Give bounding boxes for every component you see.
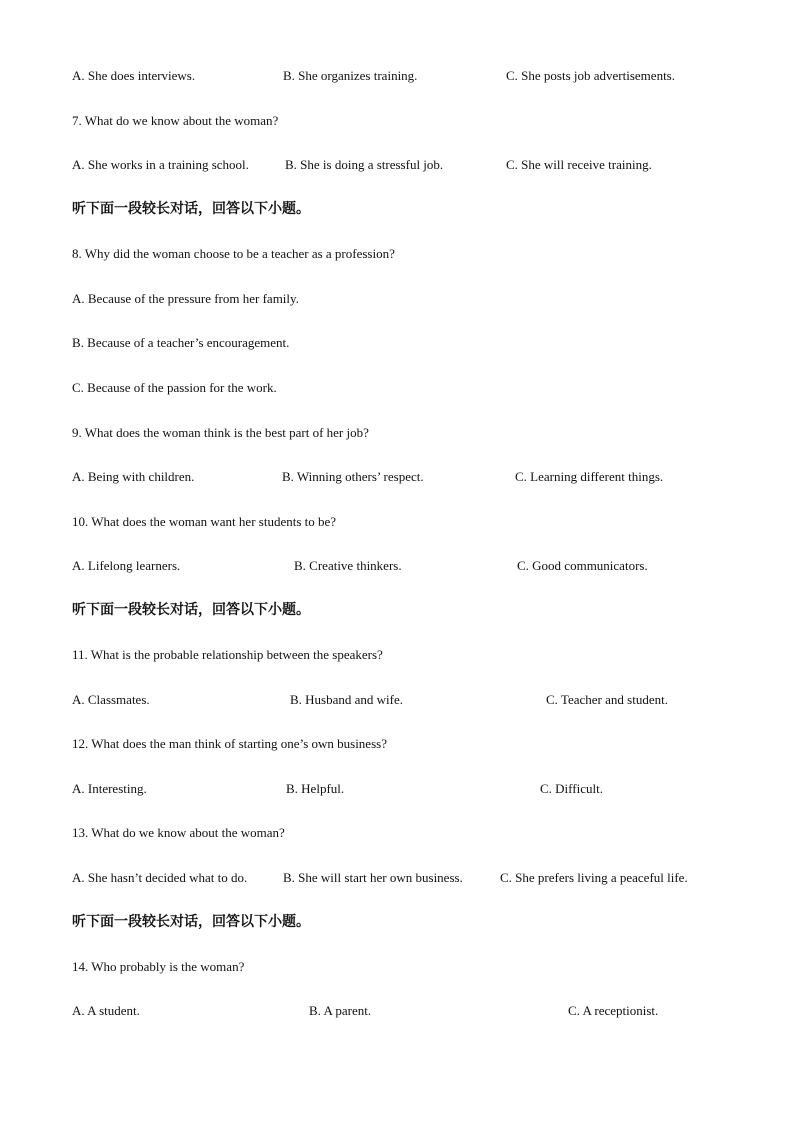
q7-option-a: A. She works in a training school. bbox=[72, 157, 249, 172]
q12-option-a: A. Interesting. bbox=[72, 781, 147, 796]
q13-option-b: B. She will start her own business. bbox=[283, 870, 463, 885]
q12-option-c: C. Difficult. bbox=[540, 781, 603, 796]
q14-option-b: B. A parent. bbox=[309, 1003, 372, 1018]
q11-option-c: C. Teacher and student. bbox=[546, 692, 668, 707]
section-heading: 听下面一段较长对话，回答以下小题。 bbox=[72, 914, 310, 930]
q10-option-b: B. Creative thinkers. bbox=[294, 558, 402, 573]
q9-question: 9. What does the woman think is the best part of her job? bbox=[72, 425, 369, 440]
section-heading: 听下面一段较长对话，回答以下小题。 bbox=[72, 602, 310, 618]
q7-option-b: B. She is doing a stressful job. bbox=[285, 157, 444, 172]
q11-option-a: A. Classmates. bbox=[72, 692, 150, 707]
q6-option-c: C. She posts job advertisements. bbox=[506, 68, 675, 83]
q13-option-c: C. She prefers living a peaceful life. bbox=[500, 870, 688, 885]
q12-option-b: B. Helpful. bbox=[286, 781, 345, 796]
q9-option-c: C. Learning different things. bbox=[515, 469, 664, 484]
q14-option-a: A. A student. bbox=[72, 1003, 140, 1018]
q7-option-c: C. She will receive training. bbox=[506, 157, 652, 172]
q8-option-b: B. Because of a teacher’s encouragement. bbox=[72, 335, 290, 350]
q10-question: 10. What does the woman want her students to be? bbox=[72, 514, 337, 529]
q6-option-a: A. She does interviews. bbox=[72, 68, 196, 83]
q11-option-b: B. Husband and wife. bbox=[290, 692, 404, 707]
q7-question: 7. What do we know about the woman? bbox=[72, 113, 279, 128]
q10-option-a: A. Lifelong learners. bbox=[72, 558, 181, 573]
q14-option-c: C. A receptionist. bbox=[568, 1003, 659, 1018]
section-heading: 听下面一段较长对话，回答以下小题。 bbox=[72, 201, 310, 217]
q14-question: 14. Who probably is the woman? bbox=[72, 959, 245, 974]
q12-question: 12. What does the man think of starting one’s own business? bbox=[72, 736, 387, 751]
q8-question: 8. Why did the woman choose to be a teacher as a profession? bbox=[72, 246, 395, 261]
q9-option-b: B. Winning others’ respect. bbox=[282, 469, 424, 484]
q10-option-c: C. Good communicators. bbox=[517, 558, 648, 573]
q9-option-a: A. Being with children. bbox=[72, 469, 195, 484]
q8-option-c: C. Because of the passion for the work. bbox=[72, 380, 277, 395]
q13-option-a: A. She hasn’t decided what to do. bbox=[72, 870, 248, 885]
q6-option-b: B. She organizes training. bbox=[283, 68, 418, 83]
q11-question: 11. What is the probable relationship between the speakers? bbox=[72, 647, 383, 662]
q13-question: 13. What do we know about the woman? bbox=[72, 825, 285, 840]
q8-option-a: A. Because of the pressure from her family. bbox=[72, 291, 299, 306]
